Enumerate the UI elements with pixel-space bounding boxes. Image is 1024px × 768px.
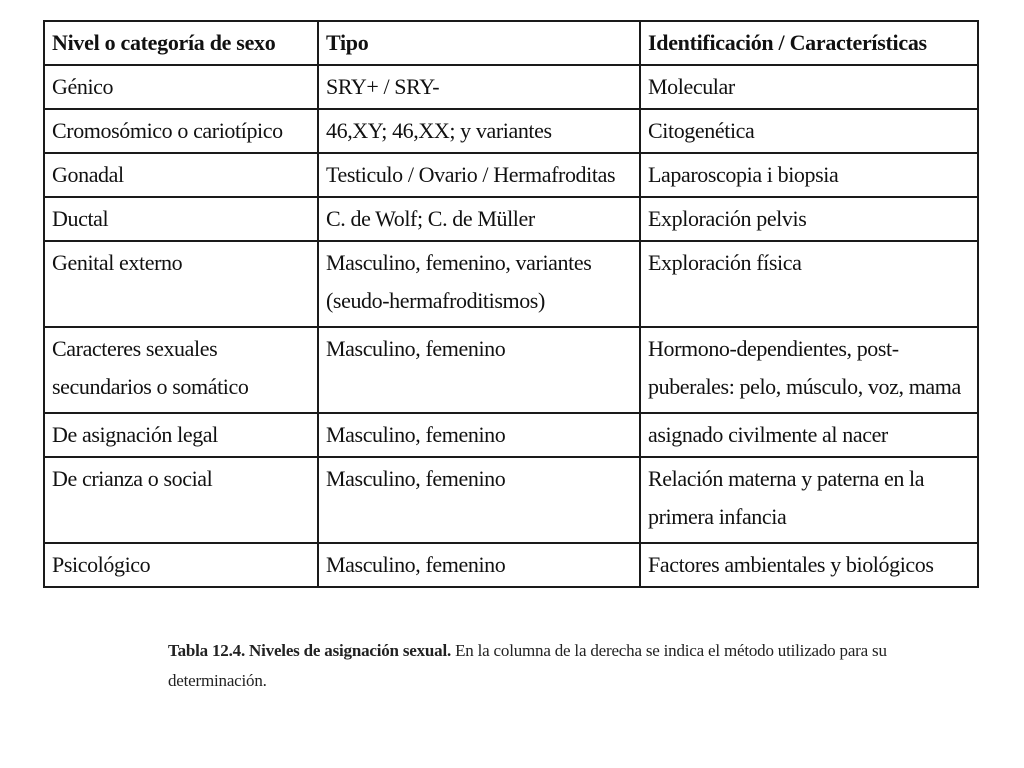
header-identification: Identificación / Características: [640, 21, 978, 65]
cell-level: Gonadal: [44, 153, 318, 197]
table-row: [44, 109, 978, 153]
cell-type: 46,XY; 46,XX; y variantes: [318, 109, 640, 153]
cell-identification: asignado civilmente al nacer: [640, 413, 978, 457]
sex-levels-table: [43, 20, 979, 588]
cell-identification: Citogenética: [640, 109, 978, 153]
table-row: [44, 241, 978, 327]
table-row: [44, 413, 978, 457]
cell-type: Testiculo / Ovario / Hermafroditas: [318, 153, 640, 197]
cell-type: Masculino, femenino: [318, 413, 640, 457]
header-level: Nivel o categoría de sexo: [44, 21, 318, 65]
table-row: [44, 197, 978, 241]
cell-identification: Laparoscopia i biopsia: [640, 153, 978, 197]
cell-type: C. de Wolf; C. de Müller: [318, 197, 640, 241]
cell-identification: Exploración pelvis: [640, 197, 978, 241]
cell-level: Génico: [44, 65, 318, 109]
cell-level: Psicológico: [44, 543, 318, 587]
caption-text: En la columna de la derecha se indica el método utilizado para su determinación.: [168, 641, 887, 690]
table-row: [44, 65, 978, 109]
cell-type: Masculino, femenino: [318, 543, 640, 587]
cell-level: De asignación legal: [44, 413, 318, 457]
cell-type: Masculino, femenino: [318, 457, 640, 543]
cell-identification: Relación materna y paterna en la primera infancia: [640, 457, 978, 543]
cell-identification: Hormono-dependientes, post-puberales: pelo, músculo, voz, mama: [640, 327, 978, 413]
cell-type: Masculino, femenino: [318, 327, 640, 413]
table-header-row: [44, 21, 978, 65]
caption-title: Tabla 12.4. Niveles de asignación sexual.: [168, 641, 452, 660]
cell-level: Ductal: [44, 197, 318, 241]
table-row: [44, 543, 978, 587]
cell-level: Caracteres sexuales secundarios o somático: [44, 327, 318, 413]
cell-level: De crianza o social: [44, 457, 318, 543]
cell-type: Masculino, femenino, variantes (seudo-hermafroditismos): [318, 241, 640, 327]
cell-identification: Exploración física: [640, 241, 978, 327]
cell-level: Cromosómico o cariotípico: [44, 109, 318, 153]
table-row: [44, 457, 978, 543]
cell-identification: Factores ambientales y biológicos: [640, 543, 978, 587]
cell-level: Genital externo: [44, 241, 318, 327]
header-type: Tipo: [318, 21, 640, 65]
cell-type: SRY+ / SRY-: [318, 65, 640, 109]
table-caption: [168, 636, 888, 696]
table-row: [44, 153, 978, 197]
cell-identification: Molecular: [640, 65, 978, 109]
table-row: [44, 327, 978, 413]
